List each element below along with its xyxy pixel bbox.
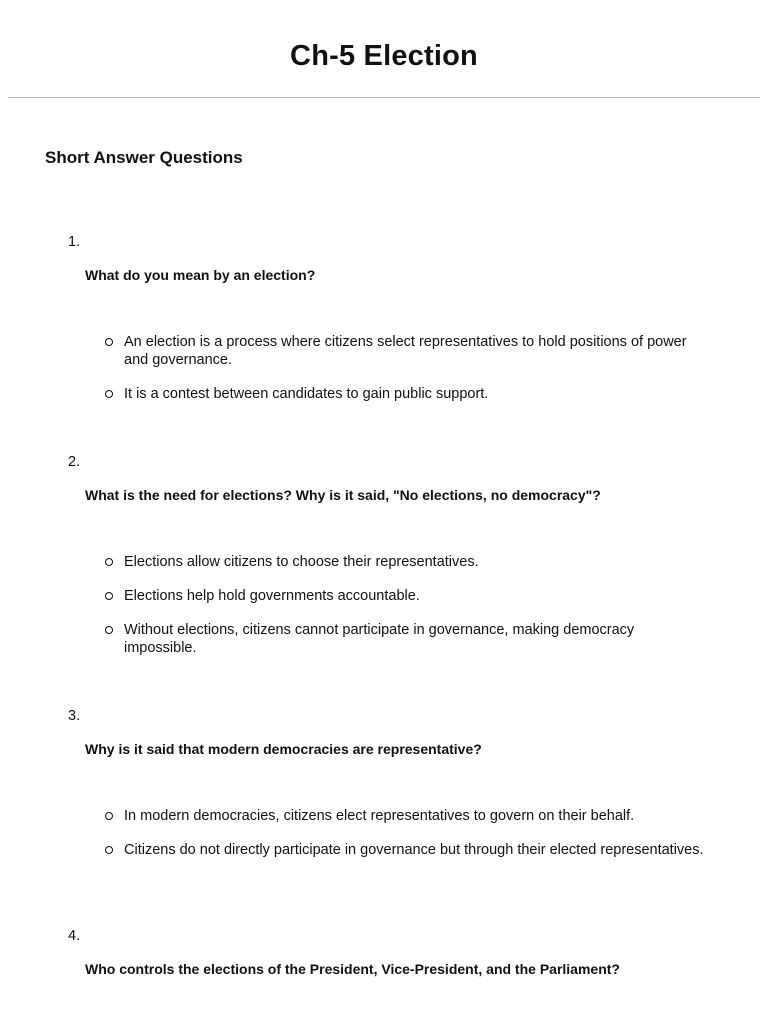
section-heading: Short Answer Questions	[45, 148, 243, 167]
answer-text: An election is a process where citizens select representatives to hold positions of power and governance.	[124, 334, 687, 368]
circle-bullet-icon	[105, 846, 113, 854]
question-number: 1.	[68, 234, 81, 250]
answer-list	[104, 333, 704, 419]
answer-text: Elections help hold governments accountable.	[124, 588, 420, 604]
answer-text: Citizens do not directly participate in governance but through their elected representatives.	[124, 842, 704, 858]
answer-text: Without elections, citizens cannot participate in governance, making democracy impossible.	[124, 622, 635, 656]
page-title: Ch-5 Election	[290, 40, 478, 72]
answer-list	[104, 553, 704, 673]
answer-list	[104, 807, 704, 875]
answer-item	[104, 333, 704, 369]
circle-bullet-icon	[105, 626, 113, 634]
question-text: Who controls the elections of the President, Vice-President, and the Parliament?	[85, 961, 620, 977]
question-text: What is the need for elections? Why is it said, "No elections, no democracy"?	[85, 487, 601, 503]
circle-bullet-icon	[105, 338, 113, 346]
answer-item	[104, 385, 704, 403]
answer-item	[104, 841, 704, 859]
question-text: Why is it said that modern democracies are representative?	[85, 741, 482, 757]
circle-bullet-icon	[105, 390, 113, 398]
question-number: 2.	[68, 454, 81, 470]
question-number: 4.	[68, 928, 81, 944]
answer-item	[104, 621, 704, 657]
title-divider	[8, 97, 760, 98]
answer-text: It is a contest between candidates to gain public support.	[124, 386, 489, 402]
question-text: What do you mean by an election?	[85, 267, 316, 283]
circle-bullet-icon	[105, 592, 113, 600]
answer-item	[104, 807, 704, 825]
answer-item	[104, 553, 704, 571]
answer-text: Elections allow citizens to choose their representatives.	[124, 554, 479, 570]
circle-bullet-icon	[105, 558, 113, 566]
circle-bullet-icon	[105, 812, 113, 820]
question-number: 3.	[68, 708, 81, 724]
answer-item	[104, 587, 704, 605]
answer-text: In modern democracies, citizens elect representatives to govern on their behalf.	[124, 808, 635, 824]
